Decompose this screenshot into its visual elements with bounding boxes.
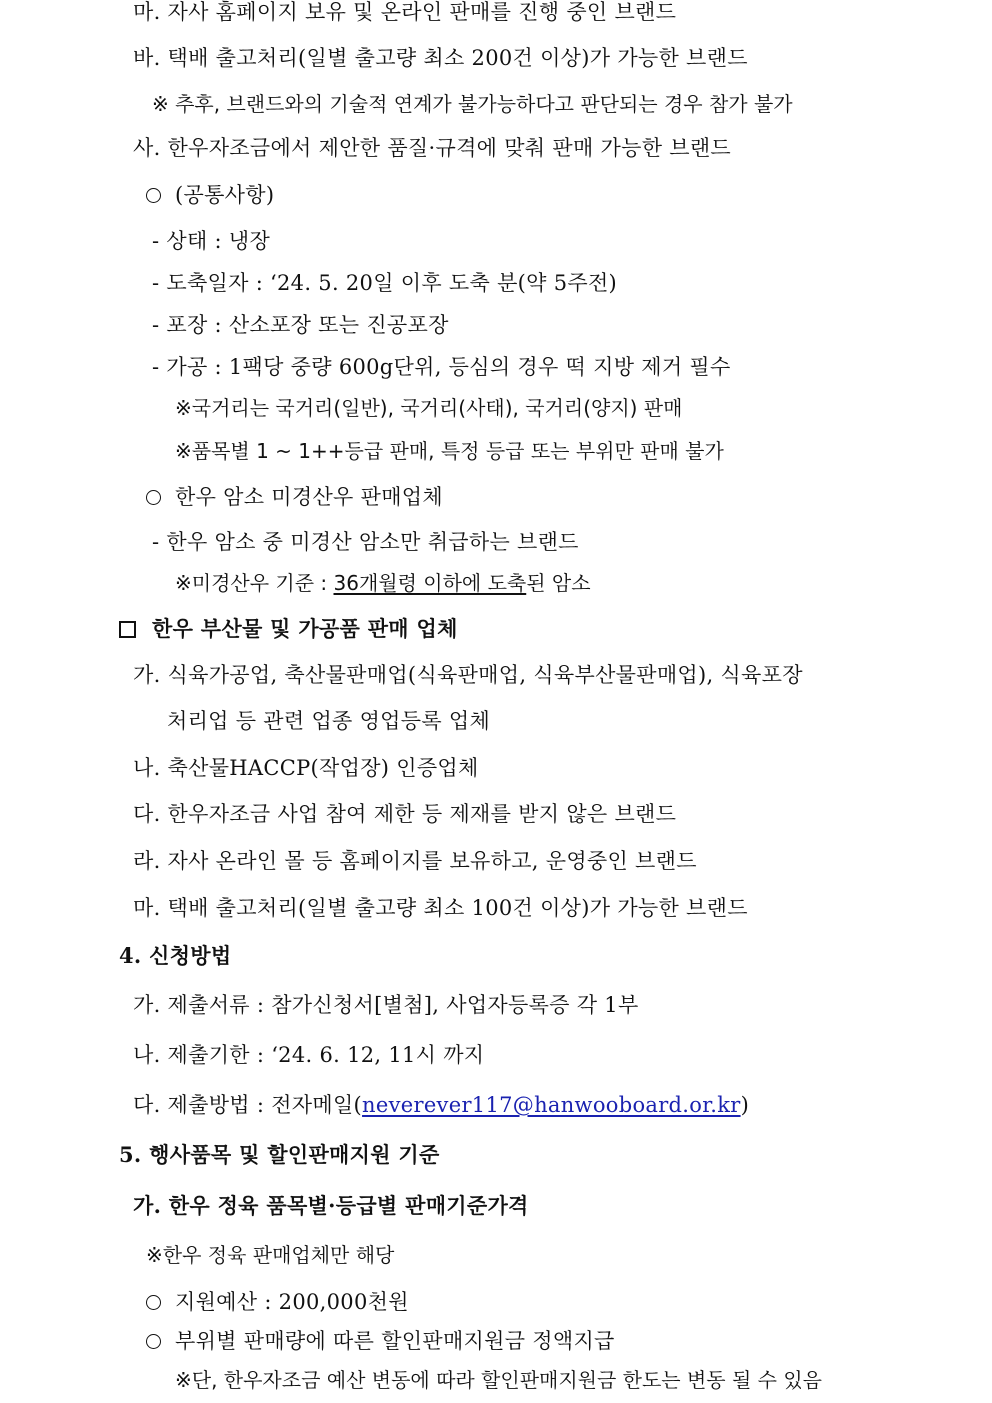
application-method: 다. 제출방법 : 전자메일(neverever117@hanwooboard.or.kr)	[133, 1093, 750, 1117]
circle-item-heifer	[146, 482, 443, 512]
note-grade: ※품목별 1 ~ 1++등급 판매, 특정 등급 또는 부위만 판매 불가	[175, 439, 724, 463]
list-item-ga-2: 처리업 등 관련 업종 영업등록 업체	[167, 709, 491, 733]
subsection-heading-price: 가. 한우 정육 품목별·등급별 판매기준가격	[133, 1193, 529, 1218]
note-meat-only: ※한우 정육 판매업체만 해당	[146, 1243, 395, 1267]
note-budget-change: ※단, 한우자조금 예산 변동에 따라 할인판매지원금 한도는 변동 될 수 있음	[175, 1368, 822, 1392]
circle-bullet-icon	[146, 1334, 161, 1349]
common-label: (공통사항)	[175, 183, 275, 207]
circle-bullet-icon	[146, 188, 161, 203]
application-documents: 가. 제출서류 : 참가신청서[별첨], 사업자등록증 각 1부	[133, 993, 639, 1017]
list-item-ga-1: 가. 식육가공업, 축산물판매업(식육판매업, 식육부산물판매업), 식육포장	[133, 663, 803, 687]
circle-bullet-icon	[146, 1295, 161, 1310]
heifer-desc: - 한우 암소 중 미경산 암소만 취급하는 브랜드	[152, 530, 579, 554]
square-bullet-icon	[119, 621, 136, 638]
circle-bullet-icon	[146, 490, 161, 505]
list-item-sa: 사. 한우자조금에서 제안한 품질·규격에 맞춰 판매 가능한 브랜드	[133, 136, 732, 160]
note-soup-meat: ※국거리는 국거리(일반), 국거리(사태), 국거리(양지) 판매	[175, 396, 683, 420]
circle-item-budget: 지원예산 : 200,000천원	[146, 1287, 409, 1317]
circle-item-subsidy: 부위별 판매량에 따른 할인판매지원금 정액지급	[146, 1326, 615, 1356]
heifer-label: 한우 암소 미경산우 판매업체	[175, 485, 443, 509]
heifer-criteria-underlined: 36개월령 이하에 도축	[333, 571, 527, 595]
list-item-ma-2: 마. 택배 출고처리(일별 출고량 최소 100건 이상)가 가능한 브랜드	[133, 896, 748, 920]
list-item-ra: 라. 자사 온라인 몰 등 홈페이지를 보유하고, 운영중인 브랜드	[133, 849, 697, 873]
section-heading-products: 5. 행사품목 및 할인판매지원 기준	[119, 1142, 440, 1167]
email-link[interactable]: neverever117@hanwooboard.or.kr	[362, 1093, 741, 1117]
section-heading-byproducts: 한우 부산물 및 가공품 판매 업체	[119, 614, 458, 644]
list-item-na: 나. 축산물HACCP(작업장) 인증업체	[133, 756, 479, 780]
list-item-ma: 마. 자사 홈페이지 보유 및 온라인 판매를 진행 중인 브랜드	[133, 0, 677, 24]
application-deadline: 나. 제출기한 : ‘24. 6. 12, 11시 까지	[133, 1043, 485, 1067]
circle-item-common	[146, 180, 274, 210]
list-item-da: 다. 한우자조금 사업 참여 제한 등 제재를 받지 않은 브랜드	[133, 802, 677, 826]
spec-processing: - 가공 : 1팩당 중량 600g단위, 등심의 경우 떡 지방 제거 필수	[152, 355, 731, 379]
list-item-ba: 바. 택배 출고처리(일별 출고량 최소 200건 이상)가 가능한 브랜드	[133, 46, 748, 70]
spec-state: - 상태 : 냉장	[152, 229, 271, 253]
spec-packaging: - 포장 : 산소포장 또는 진공포장	[152, 313, 449, 337]
section-heading-application: 4. 신청방법	[119, 943, 232, 968]
note-heifer-criteria: ※미경산우 기준 : 36개월령 이하에 도축된 암소	[175, 571, 591, 595]
note-technical-integration: ※ 추후, 브랜드와의 기술적 연계가 불가능하다고 판단되는 경우 참가 불가	[152, 92, 793, 116]
spec-slaughter-date: - 도축일자 : ‘24. 5. 20일 이후 도축 분(약 5주전)	[152, 271, 618, 295]
